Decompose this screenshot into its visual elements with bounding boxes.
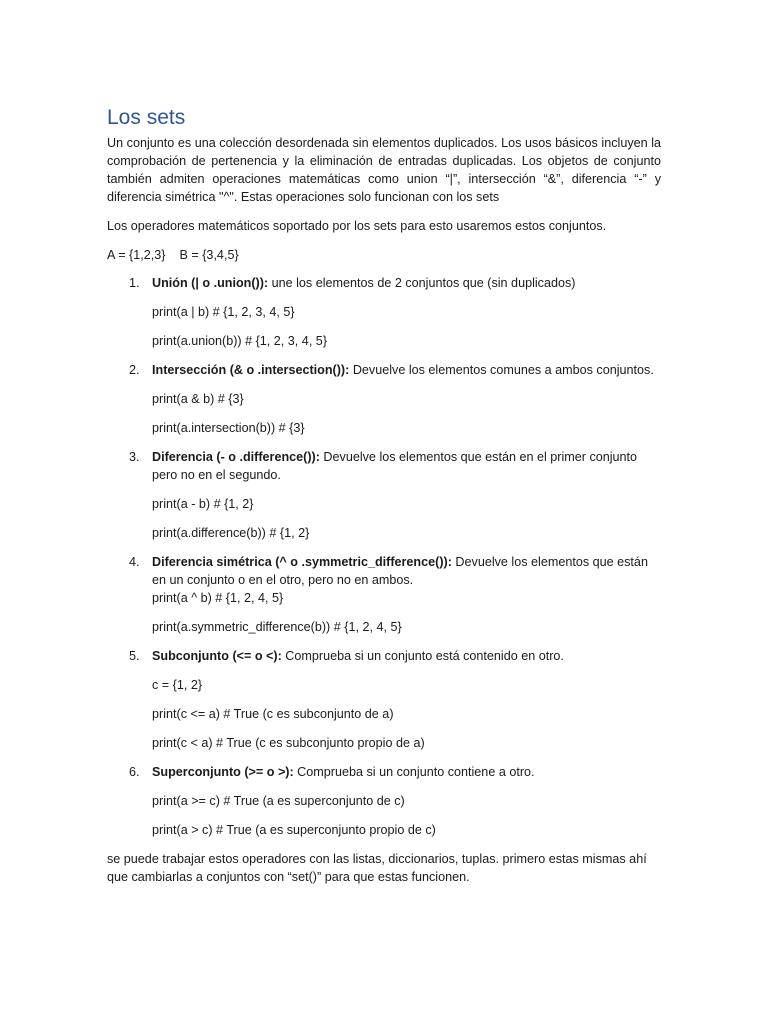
- item-title: Intersección (& o .intersection()):: [152, 363, 350, 377]
- list-item: [107, 763, 661, 839]
- sets-definition: A = {1,2,3} B = {3,4,5}: [107, 248, 239, 262]
- document-body: [107, 104, 661, 886]
- closing-paragraph: se puede trabajar estos operadores con las listas, diccionarios, tuplas. primero estas mismas ahí que cambiarlas a conjuntos con “set()” para que estas funcionen.: [107, 852, 647, 884]
- list-item: [107, 647, 661, 752]
- item-title: Superconjunto (>= o >):: [152, 765, 294, 779]
- code-line: print(a > c) # True (a es superconjunto propio de c): [152, 823, 436, 837]
- list-number: 2.: [129, 363, 140, 377]
- item-description: Devuelve los elementos comunes a ambos conjuntos.: [349, 363, 654, 377]
- list-number: 6.: [129, 765, 140, 779]
- item-title: Diferencia simétrica (^ o .symmetric_difference()):: [152, 555, 452, 569]
- item-description: une los elementos de 2 conjuntos que (sin duplicados): [268, 276, 576, 290]
- page-title: Los sets: [107, 106, 186, 129]
- list-number: 1.: [129, 276, 140, 290]
- list-number: 4.: [129, 555, 140, 569]
- list-item: [107, 448, 661, 542]
- list-number: 5.: [129, 649, 140, 663]
- item-heading: [152, 553, 661, 589]
- code-line: print(a.union(b)) # {1, 2, 3, 4, 5}: [152, 334, 328, 348]
- code-line: print(c < a) # True (c es subconjunto propio de a): [152, 736, 425, 750]
- code-line: print(a.symmetric_difference(b)) # {1, 2, 4, 5}: [152, 620, 402, 634]
- operations-list: [107, 274, 661, 839]
- item-title: Subconjunto (<= o <):: [152, 649, 282, 663]
- item-heading: [152, 274, 661, 292]
- operators-note: Los operadores matemáticos soportado por los sets para esto usaremos estos conjuntos.: [107, 219, 607, 233]
- item-description: Comprueba si un conjunto contiene a otro.: [293, 765, 535, 779]
- item-description: Devuelve los elementos que están en el primer conjunto pero no en el segundo.: [152, 450, 638, 482]
- item-heading: [152, 361, 661, 379]
- item-heading: [152, 448, 661, 484]
- code-line: print(a >= c) # True (a es superconjunto de c): [152, 794, 405, 808]
- list-item: [107, 553, 661, 636]
- code-line: c = {1, 2}: [152, 678, 203, 692]
- code-line: print(a ^ b) # {1, 2, 4, 5}: [152, 591, 284, 605]
- item-description: Comprueba si un conjunto está contenido en otro.: [281, 649, 564, 663]
- item-description: Devuelve los elementos que están en un conjunto o en el otro, pero no en ambos.: [152, 555, 648, 587]
- code-line: print(a.difference(b)) # {1, 2}: [152, 526, 310, 540]
- item-title: Diferencia (- o .difference()):: [152, 450, 320, 464]
- list-number: 3.: [129, 450, 140, 464]
- code-line: print(a | b) # {1, 2, 3, 4, 5}: [152, 305, 295, 319]
- list-item: [107, 361, 661, 437]
- code-line: print(a.intersection(b)) # {3}: [152, 421, 305, 435]
- item-heading: [152, 763, 661, 781]
- item-heading: [152, 647, 661, 665]
- code-line: print(a & b) # {3}: [152, 392, 244, 406]
- item-title: Unión (| o .union()):: [152, 276, 269, 290]
- code-line: print(a - b) # {1, 2}: [152, 497, 254, 511]
- code-line: print(c <= a) # True (c es subconjunto de a): [152, 707, 394, 721]
- list-item: [107, 274, 661, 350]
- intro-paragraph: Un conjunto es una colección desordenada sin elementos duplicados. Los usos básicos incluyen la comprobación de pertenencia y la eliminación de entradas duplicadas. Los objetos de conjunto también admiten operaciones matemáticas como union “|”, intersección “&”, diferencia “-” y diferencia simétrica "^". Estas operaciones solo funcionan con los sets: [107, 136, 661, 204]
